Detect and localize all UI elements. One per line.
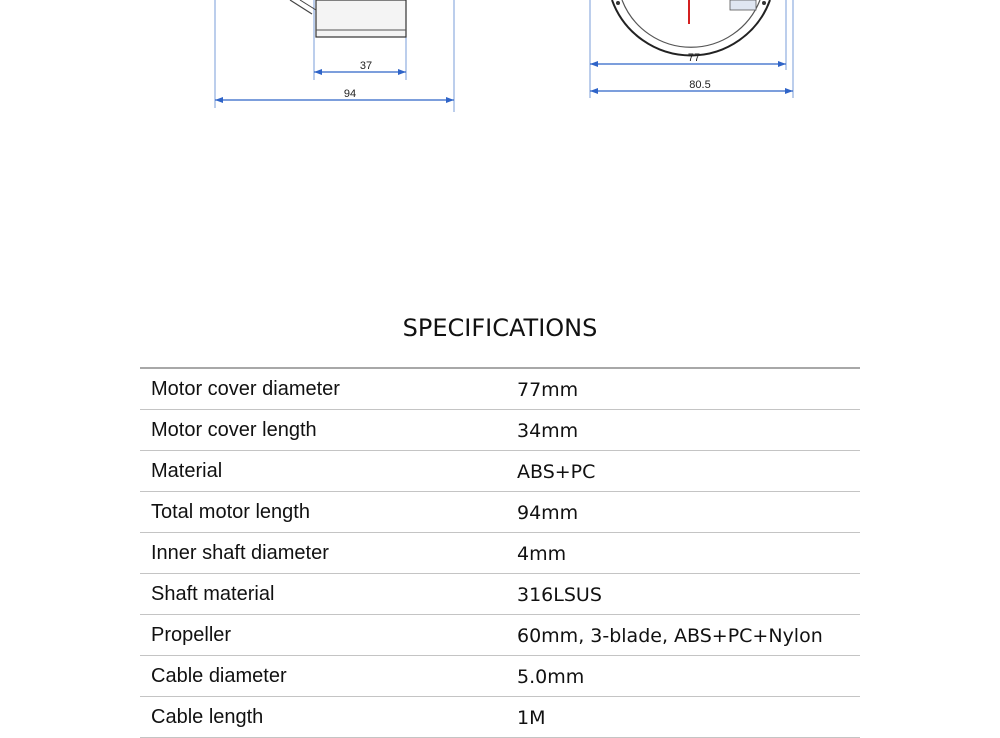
specifications-table xyxy=(140,367,860,738)
table-row xyxy=(140,574,860,615)
spec-name: Propeller xyxy=(151,624,232,646)
spec-name: Cable length xyxy=(151,706,264,728)
table-row xyxy=(140,533,860,574)
dimension-label-80-5: 80.5 xyxy=(689,79,711,91)
spec-value: 1M xyxy=(517,707,546,729)
table-row xyxy=(140,369,860,410)
spec-name: Motor cover length xyxy=(151,419,317,441)
table-row xyxy=(140,697,860,738)
spec-value: 60mm, 3-blade, ABS+PC+Nylon xyxy=(517,625,823,647)
technical-drawing xyxy=(0,0,1000,130)
spec-name: Total motor length xyxy=(151,501,310,523)
specifications-heading: SPECIFICATIONS xyxy=(402,314,598,342)
spec-value: 94mm xyxy=(517,502,579,524)
spec-name: Shaft material xyxy=(151,583,275,605)
spec-value: 77mm xyxy=(517,379,579,401)
spec-name: Motor cover diameter xyxy=(151,378,340,400)
spec-name: Material xyxy=(151,460,223,482)
spec-value: ABS+PC xyxy=(517,461,596,483)
spec-value: 5.0mm xyxy=(517,666,585,688)
table-row xyxy=(140,615,860,656)
spec-value: 34mm xyxy=(517,420,579,442)
table-row xyxy=(140,656,860,697)
dimension-label-77: 77 xyxy=(687,52,701,64)
spec-value: 316LSUS xyxy=(517,584,602,606)
spec-value: 4mm xyxy=(517,543,567,565)
spec-name: Cable diameter xyxy=(151,665,287,687)
table-row xyxy=(140,451,860,492)
side-view-drawing xyxy=(215,0,454,112)
table-row xyxy=(140,410,860,451)
spec-name: Inner shaft diameter xyxy=(151,542,329,564)
dimension-label-94: 94 xyxy=(343,88,357,100)
dimension-label-37: 37 xyxy=(359,60,373,72)
table-row xyxy=(140,492,860,533)
